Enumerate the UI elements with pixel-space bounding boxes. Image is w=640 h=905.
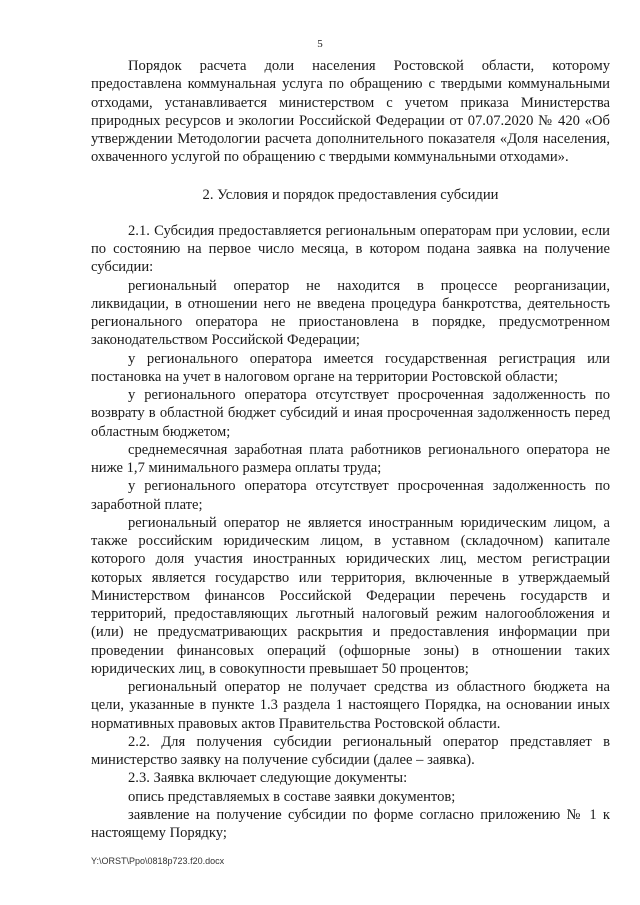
paragraph-condition-foreign-entity: региональный оператор не является иностранным юридическим лицом, а также российским юридическим лицом, в уставном (складочном) капитале которого доля участия иностранных юридических лиц, местом регистрации которых является государство или территория, включенные в утверждаемый Министерством финансов Российской Федерации перечень государств и территорий, предоставляющих льготный налоговый режим налогообложения и (или) не предусматривающих раскрытия и предоставления информации при проведении финансовых операций (офшорные зоны) в отношении таких юридических лиц, в совокупности превышает 50 процентов; [91,514,610,677]
paragraph-application-form: заявление на получение субсидии по форме согласно приложению № 1 к настоящему Порядку; [91,806,610,841]
page-number: 5 [317,38,323,50]
paragraph-methodology: Порядок расчета доли населения Ростовской области, которому предоставлена коммунальная услуга по обращению с твердыми коммунальными отходами, устанавливается министерством с учетом приказа Министерства природных ресурсов и экологии Российской Федерации от 07.07.2020 № 420 «Об утверждении Методологии расчета дополнительного показателя «Доля населения, охваченного услугой по обращению с твердыми коммунальными отходами». [91,58,610,166]
paragraph-condition-budget-debt: у регионального оператора отсутствует просроченная задолженность по возврату в областной бюджет субсидий и иная просроченная задолженность перед областным бюджетом; [91,387,610,440]
paragraph-condition-registration: у регионального оператора имеется государственная регистрация или постановка на учет в налоговом органе на территории Ростовской области; [91,350,610,385]
paragraph-inventory: опись представляемых в составе заявки документов; [128,788,456,805]
document-body [91,57,610,842]
paragraph-condition-salary: среднемесячная заработная плата работников регионального оператора не ниже 1,7 минимального размера оплаты труда; [91,441,610,476]
paragraph-2-3: 2.3. Заявка включает следующие документы: [128,770,408,787]
paragraph-2-2: 2.2. Для получения субсидии региональный оператор представляет в министерство заявку на получение субсидии (далее – заявка). [91,733,610,768]
footer-file-path: Y:\ORST\Ppo\0818p723.f20.docx [91,856,225,866]
paragraph-condition-salary-debt: у регионального оператора отсутствует просроченная задолженность по заработной плате; [91,478,610,513]
paragraph-2-1: 2.1. Субсидия предоставляется региональным операторам при условии, если по состоянию на первое число месяца, в котором подана заявка на получение субсидии: [91,222,610,276]
paragraph-condition-reorganization: региональный оператор не находится в процессе реорганизации, ликвидации, в отношении него не введена процедура банкротства, деятельность регионального оператора не приостановлена в порядке, предусмотренном законодательством Российской Федерации; [91,277,610,349]
paragraph-condition-other-funds: региональный оператор не получает средства из областного бюджета на цели, указанные в пункте 1.3 раздела 1 настоящего Порядка, на основании иных нормативных правовых актов Правительства Ростовской области. [91,679,610,732]
section-heading: 2. Условия и порядок предоставления субсидии [202,186,499,203]
